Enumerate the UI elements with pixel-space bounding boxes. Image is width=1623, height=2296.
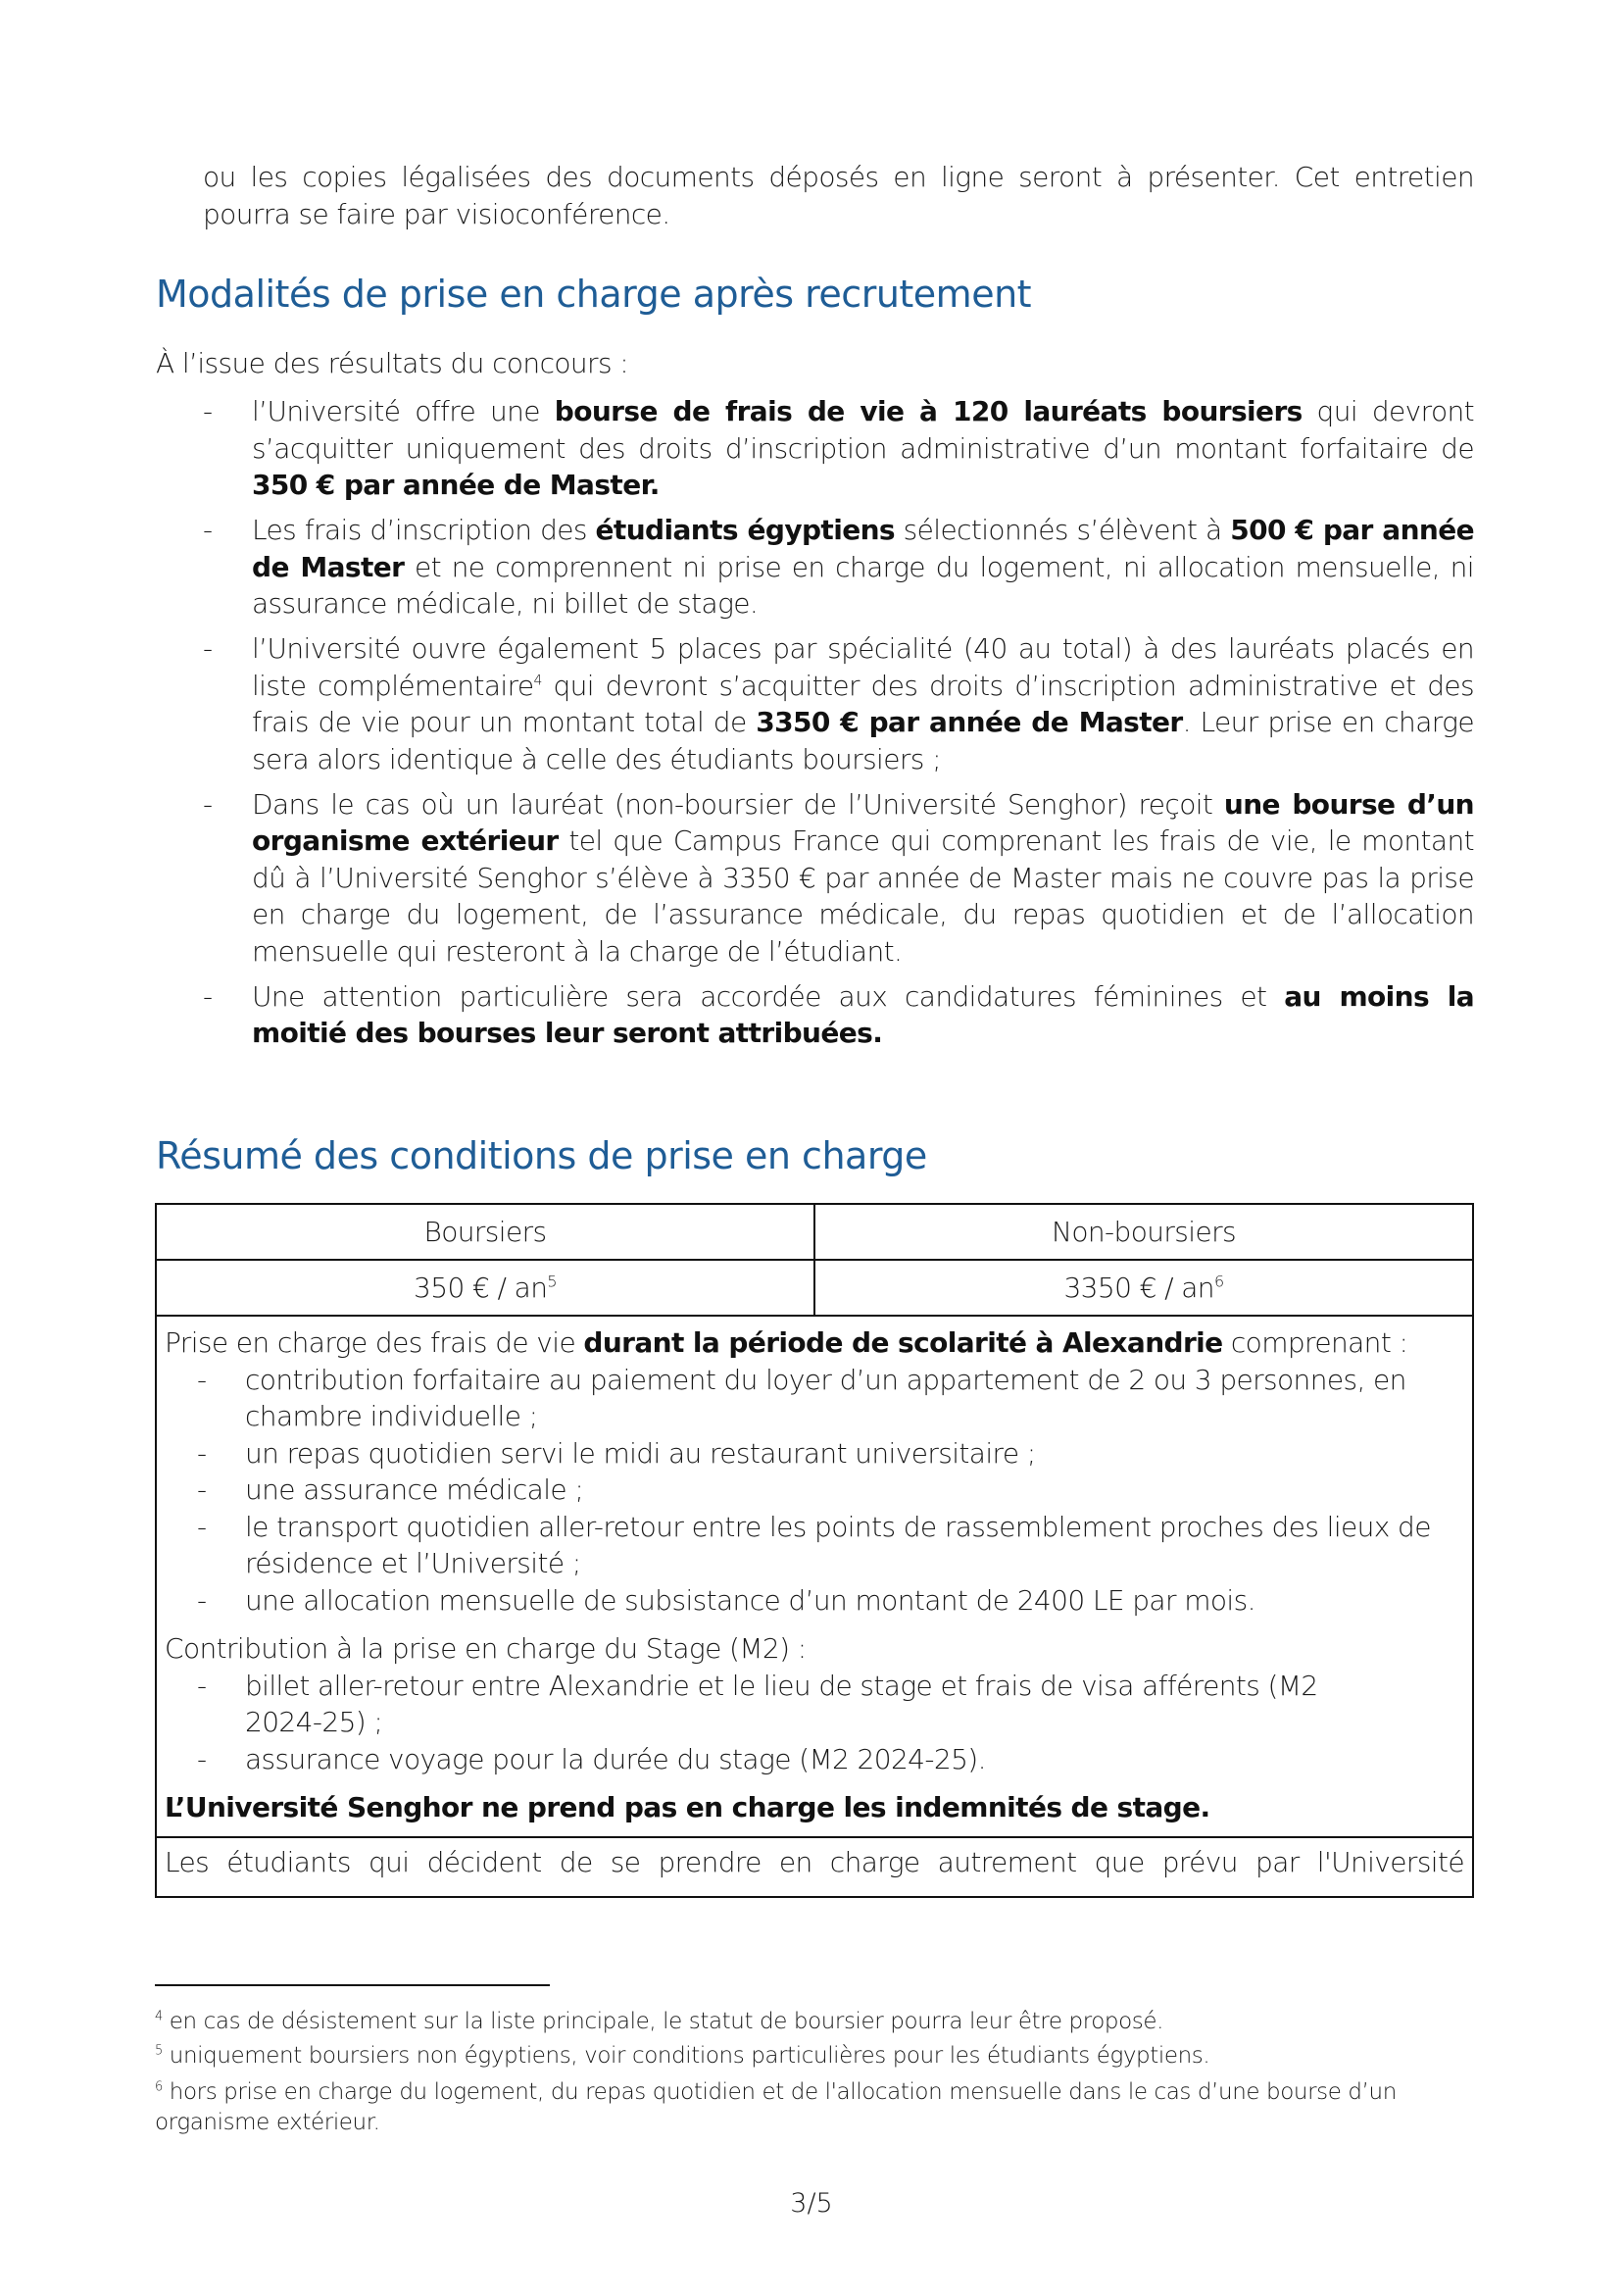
living-costs-list — [165, 1362, 1464, 1620]
dash-bullet-icon: - — [197, 1583, 207, 1617]
header-boursiers: Boursiers — [156, 1204, 814, 1260]
dash-bullet-icon: - — [197, 1669, 207, 1702]
dash-bullet-icon: - — [197, 1363, 207, 1396]
list-item: - le transport quotidien aller-retour entre les points de rassemblement proches des lieux de résidence et l’Université ; — [197, 1510, 1431, 1579]
stage-note: L’Université Senghor ne prend pas en charge les indemnités de stage. — [165, 1791, 1210, 1823]
self-funded-cell: Les étudiants qui décident de se prendre en charge autrement que prévu par l'Université — [156, 1837, 1473, 1898]
list-item: - Dans le cas où un lauréat (non-boursier de l’Université Senghor) reçoit une bourse d’un organisme extérieur tel que Campus France qui comprenant les frais de vie, le montant dû à l’Université Senghor s’élève à 3350 € par année de Master mais ne couvre pas la prise en charge du logement, de l’assurance médicale, du repas quotidien et de l’allocation mensuelle qui resteront à la charge de l’étudiant. — [203, 787, 1474, 968]
list-item: - billet aller-retour entre Alexandrie et le lieu de stage et frais de visa afférents (M2 2024-25) ; — [197, 1669, 1318, 1738]
footnote-ref[interactable]: 5 — [547, 1272, 557, 1291]
section-heading-modalites: Modalités de prise en charge après recrutement — [156, 273, 1032, 316]
dash-bullet-icon: - — [197, 1742, 207, 1775]
footnote-5: $^5$ uniquement boursiers non égyptiens, voir conditions particulières pour les étudiants égyptiens. — [155, 2043, 1210, 2069]
dash-bullet-icon: - — [203, 632, 213, 665]
conditions-table — [155, 1203, 1474, 1898]
list-item: - une assurance médicale ; — [165, 1472, 1464, 1509]
list-item: - une allocation mensuelle de subsistance d’un montant de 2400 LE par mois. — [165, 1582, 1464, 1620]
table-header-row — [156, 1204, 1473, 1260]
footnote-ref[interactable]: 6 — [1213, 1272, 1224, 1291]
page-number: 3/5 — [790, 2188, 833, 2219]
dash-bullet-icon: - — [203, 395, 213, 427]
dash-bullet-icon: - — [203, 787, 213, 821]
footnote-separator — [155, 1984, 550, 1986]
dash-bullet-icon: - — [197, 1510, 207, 1543]
list-item: - assurance voyage pour la durée du stage (M2 2024-25). — [165, 1741, 1386, 1778]
dash-bullet-icon: - — [203, 979, 213, 1013]
list-item: - Les frais d’inscription des étudiants égyptiens sélectionnés s’élèvent à 500 € par année de Master et ne comprennent ni prise en charge du logement, ni allocation mensuelle, ni assurance médicale, ni billet de stage. — [203, 514, 1475, 620]
dash-bullet-icon: - — [197, 1436, 207, 1470]
list-item: - Une attention particulière sera accordée aux candidatures féminines et au moins la moitié des bourses leur seront attribuées. — [203, 979, 1474, 1049]
dash-bullet-icon: - — [203, 514, 213, 546]
list-item: - l’Université offre une bourse de frais de vie à 120 lauréats boursiers qui devront s’acquitter uniquement des droits d’inscription administrative d’un montant forfaitaire de 350 € par année de Master. — [203, 395, 1475, 501]
table-price-row — [156, 1260, 1473, 1316]
footnote-4: $^4$ en cas de désistement sur la liste principale, le statut de boursier pourra leur être proposé. — [155, 2009, 1164, 2034]
dash-bullet-icon: - — [197, 1473, 207, 1506]
footnote-ref[interactable]: 4 — [533, 673, 542, 689]
price-non-boursiers: 3350 € / $an^6$ — [814, 1260, 1473, 1316]
list-item: - un repas quotidien servi le midi au restaurant universitaire ; — [165, 1435, 1464, 1472]
section-heading-resume: Résumé des conditions de prise en charge — [156, 1134, 927, 1177]
details-cell — [156, 1316, 1473, 1837]
header-non-boursiers: Non-boursiers — [814, 1204, 1473, 1260]
stage-list — [165, 1668, 1464, 1778]
section-lead: À l’issue des résultats du concours : — [156, 347, 629, 379]
living-costs-intro: Prise en charge des frais de vie durant la période de scolarité à Alexandrie comprenant : — [165, 1326, 1408, 1359]
stage-intro: Contribution à la prise en charge du Stage (M2) : — [165, 1632, 807, 1665]
price-boursiers: 350 € / $an^5$ — [156, 1260, 814, 1316]
intro-paragraph: ou les copies légalisées des documents déposés en ligne seront à présenter. Cet entretien pourra se faire par visioconférence. — [203, 161, 1474, 230]
table-details-row — [156, 1316, 1473, 1837]
list-item: - contribution forfaitaire au paiement du loyer d’un appartement de 2 ou 3 personnes, en chambre individuelle ; — [197, 1363, 1406, 1432]
conditions-list — [156, 393, 1474, 1060]
list-item: - l’Université ouvre également 5 places par spécialité (40 au total) à des lauréats placés en liste complémentaire$^4$ qui devront s’acquitter des droits d’inscription administrative et des frais de vie pour un montant total de 3350 € par année de Master. Leur prise en charge sera alors identique à celle des étudiants boursiers ; — [203, 632, 1475, 775]
footnote-6: $^6$ hors prise en charge du logement, du repas quotidien et de l'allocation mensuelle dans le cas d’une bourse d’un organisme extérieur. — [155, 2079, 1397, 2135]
table-last-row — [156, 1837, 1473, 1898]
